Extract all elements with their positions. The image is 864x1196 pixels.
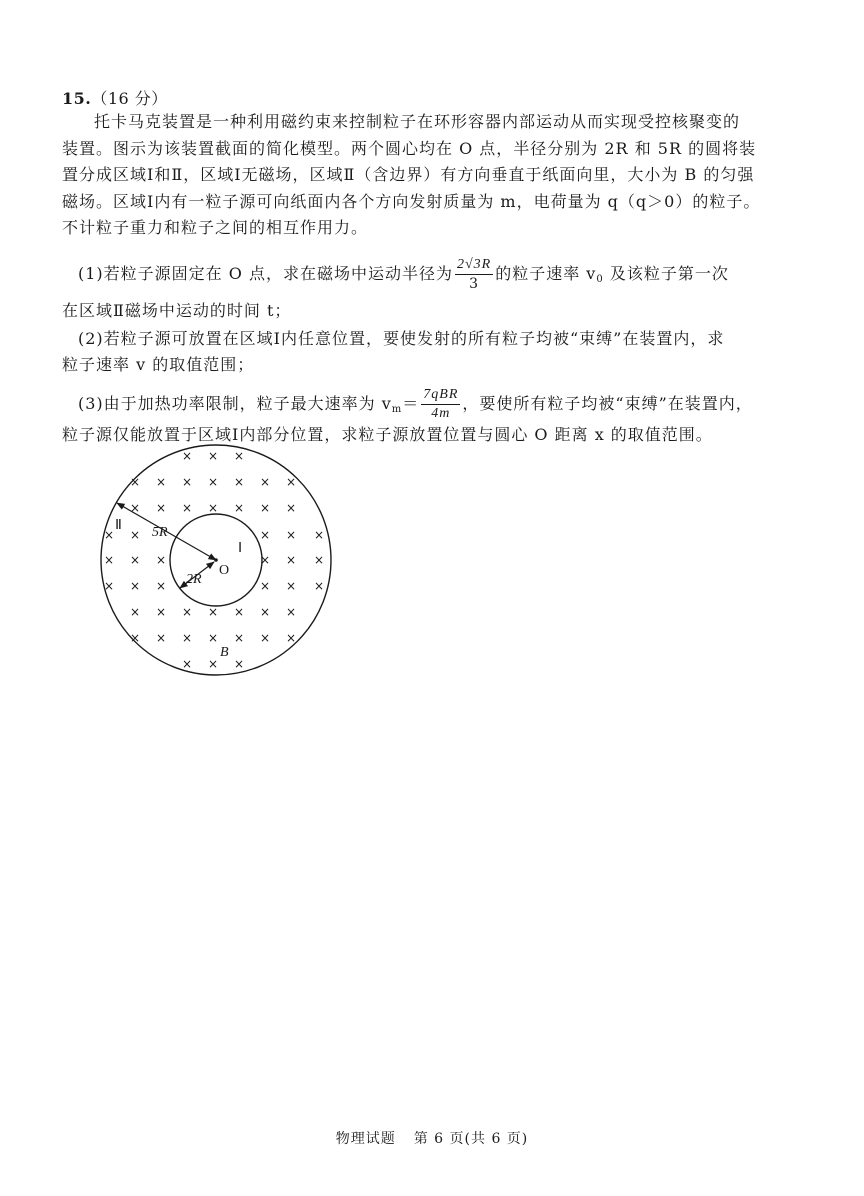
svg-text:×: × [285, 631, 297, 645]
svg-text:×: × [129, 579, 141, 593]
svg-text:×: × [155, 501, 167, 515]
svg-text:×: × [285, 605, 297, 619]
svg-text:×: × [181, 475, 193, 489]
question-intro [62, 109, 762, 242]
svg-text:×: × [285, 579, 297, 593]
svg-text:×: × [233, 501, 245, 515]
svg-text:×: × [207, 605, 219, 619]
question-header [62, 86, 168, 109]
svg-text:×: × [181, 657, 193, 671]
svg-text:×: × [129, 631, 141, 645]
svg-text:×: × [207, 657, 219, 671]
svg-text:×: × [285, 501, 297, 515]
footer-subject: 物理试题 [335, 1131, 396, 1147]
svg-text:×: × [259, 631, 271, 645]
svg-text:×: × [103, 528, 115, 542]
svg-text:×: × [313, 579, 325, 593]
svg-text:×: × [129, 553, 141, 567]
part-1-line-2: 在区域Ⅱ磁场中运动的时间 t； [62, 301, 292, 320]
svg-text:×: × [181, 605, 193, 619]
svg-text:×: × [207, 475, 219, 489]
svg-text:×: × [233, 631, 245, 645]
svg-text:×: × [313, 553, 325, 567]
label-center-o: O [219, 563, 230, 578]
svg-text:×: × [259, 528, 271, 542]
svg-text:×: × [103, 553, 115, 567]
svg-text:×: × [155, 605, 167, 619]
svg-text:×: × [129, 475, 141, 489]
svg-text:×: × [259, 605, 271, 619]
svg-text:×: × [285, 528, 297, 542]
svg-text:×: × [129, 605, 141, 619]
svg-text:×: × [259, 501, 271, 515]
svg-text:×: × [181, 449, 193, 463]
label-2r: 2R [186, 572, 202, 587]
question-number: 15. [62, 89, 92, 108]
svg-text:×: × [233, 657, 245, 671]
intro-line: 不计粒子重力和粒子之间的相互作用力。 [62, 218, 369, 237]
part-1-line-1: (1)若粒子源固定在 O 点，求在磁场中运动半径为 $\frac{2√3R}{3}$ 的粒子速率 $v_0$ 及该粒子第一次 [78, 257, 729, 292]
svg-text:×: × [181, 501, 193, 515]
footer-page-number: 第 6 页(共 6 页) [413, 1131, 529, 1147]
svg-text:×: × [207, 501, 219, 515]
intro-line: 磁场。区域Ⅰ内有一粒子源可向纸面内各个方向发射质量为 m，电荷量为 q（q＞0）的粒子。 [62, 191, 761, 211]
svg-text:×: × [285, 553, 297, 567]
label-field-b: B [220, 645, 229, 660]
question-score: （16 分） [91, 89, 168, 108]
svg-text:×: × [285, 475, 297, 489]
svg-text:×: × [259, 553, 271, 567]
svg-text:×: × [181, 631, 193, 645]
part-3-line-1: (3)由于加热功率限制，粒子最大速率为 $v_m=$ $\frac{\text{7qBR}}{4m}$ ，要使所有粒子均被“束缚”在装置内， [78, 387, 753, 421]
svg-text:×: × [233, 449, 245, 463]
label-region-2: Ⅱ [115, 518, 122, 533]
fraction-radius: $\frac{2√3R}{3}$ [456, 257, 492, 292]
svg-text:×: × [313, 528, 325, 542]
label-5r: 5R [152, 525, 168, 540]
svg-text:×: × [207, 449, 219, 463]
tokamak-diagram [90, 440, 350, 690]
svg-text:×: × [207, 631, 219, 645]
intro-line: 置分成区域Ⅰ和Ⅱ，区域Ⅰ无磁场，区域Ⅱ（含边界）有方向垂直于纸面向里，大小为 B 的匀强 [62, 165, 755, 184]
label-region-1: Ⅰ [238, 541, 243, 556]
part-3-line-2: 粒子源仅能放置于区域Ⅰ内部分位置，求粒子源放置位置与圆心 O 距离 x 的取值范围。 [62, 425, 713, 444]
svg-text:×: × [233, 605, 245, 619]
svg-text:×: × [129, 501, 141, 515]
intro-line: 托卡马克装置是一种利用磁约束来控制粒子在环形容器内部运动从而实现受控核聚变的 [94, 112, 741, 131]
fraction-max-speed: $\frac{\text{7qBR}}{4m}$ [423, 387, 459, 421]
intro-line: 装置。图示为该装置截面的简化模型。两个圆心均在 O 点，半径分别为 2R 和 5R 的圆将装 [62, 138, 757, 158]
svg-text:×: × [155, 553, 167, 567]
svg-text:×: × [259, 475, 271, 489]
svg-text:×: × [259, 579, 271, 593]
svg-text:×: × [155, 631, 167, 645]
part-2-line-1: (2)若粒子源可放置在区域Ⅰ内任意位置，要使发射的所有粒子均被“束缚”在装置内，求 [78, 329, 725, 348]
svg-text:×: × [233, 475, 245, 489]
page-footer [0, 1128, 864, 1148]
field-cross-marks [104, 449, 324, 671]
part-2-line-2: 粒子速率 v 的取值范围； [62, 355, 255, 374]
svg-text:×: × [103, 579, 115, 593]
svg-text:×: × [129, 528, 141, 542]
svg-text:×: × [155, 579, 167, 593]
svg-text:×: × [155, 475, 167, 489]
center-point [214, 558, 218, 562]
